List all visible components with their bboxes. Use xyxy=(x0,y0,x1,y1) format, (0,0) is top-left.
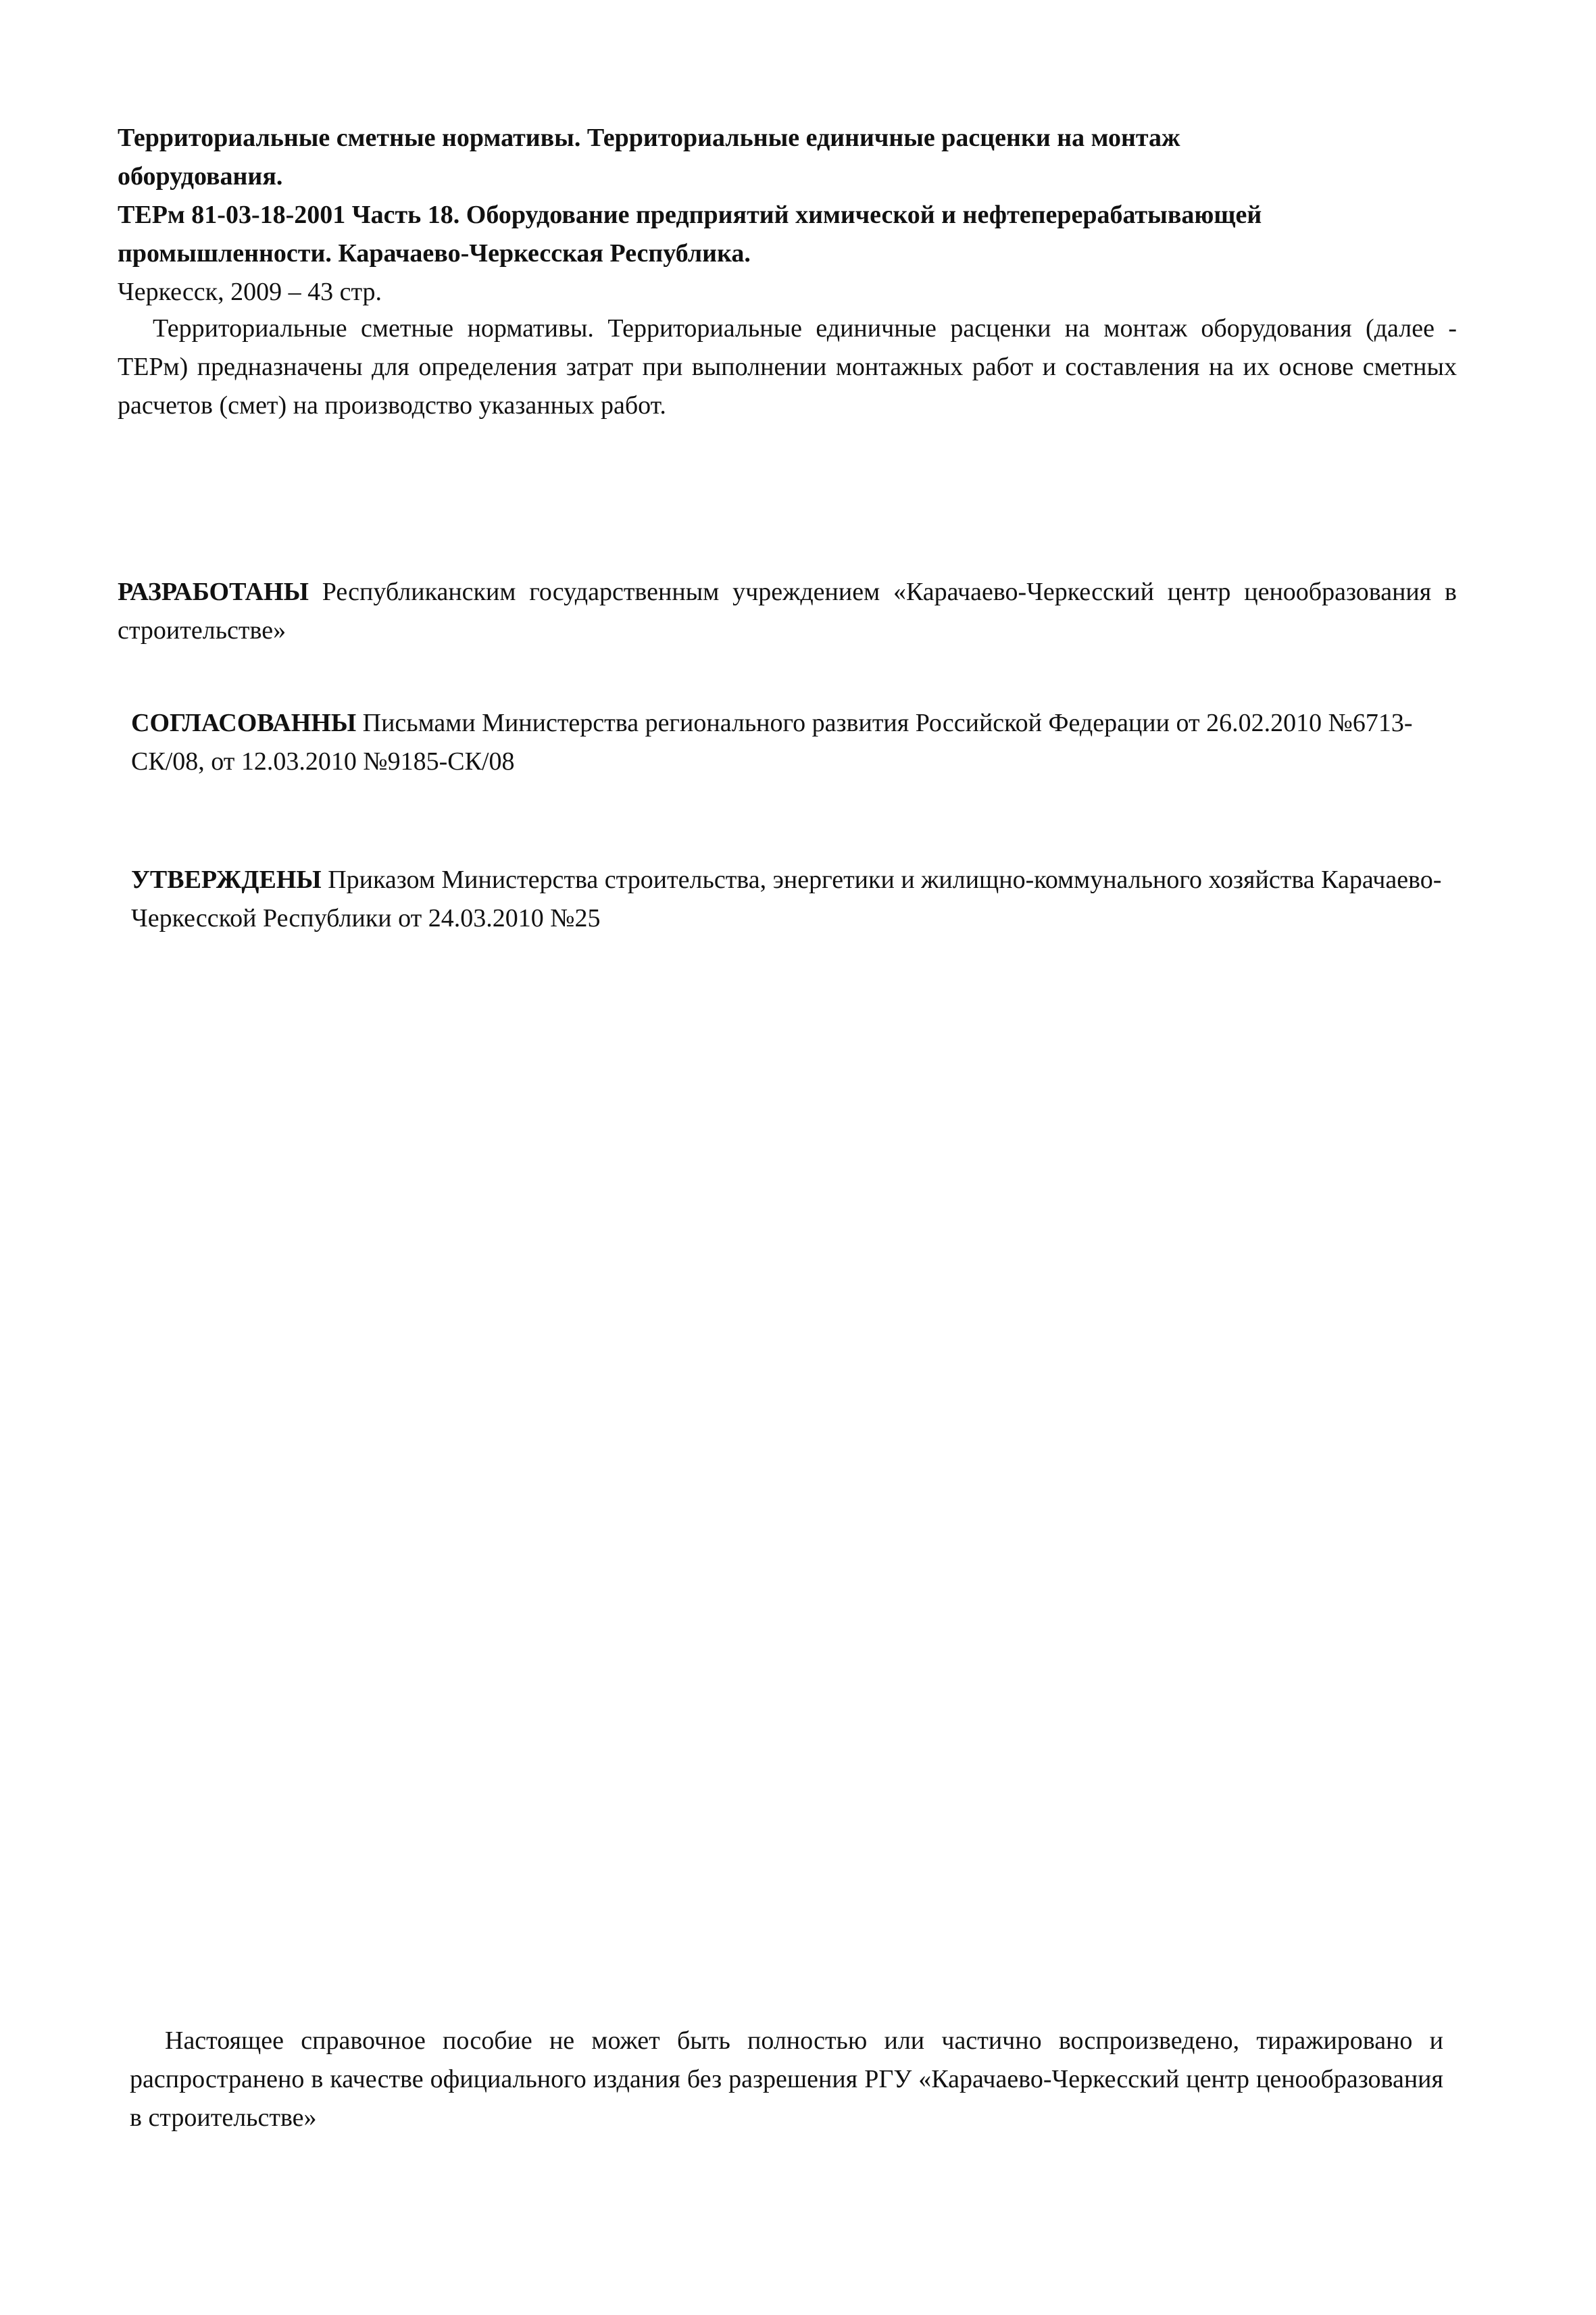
header-title-line-1: Территориальные сметные нормативы. Территориальные единичные расценки на монтаж xyxy=(118,124,1180,152)
approved-text: Приказом Министерства строительства, энергетики и жилищно-коммунального хозяйства Карачаево-Черкесской Республики от 24.03.2010 №25 xyxy=(131,866,1442,932)
intro-paragraph: Территориальные сметные нормативы. Территориальные единичные расценки на монтаж оборудования (далее - ТЕРм) предназначены для определения затрат при выполнении монтажных работ и составления на их основе сметных расчетов (смет) на производство указанных работ. xyxy=(118,314,1457,420)
developed-text: Республиканским государственным учреждением «Карачаево-Черкесский центр ценообразования в строительстве» xyxy=(118,578,1457,645)
copyright-notice: Настоящее справочное пособие не может быть полностью или частично воспроизведено, тиражировано и распространено в качестве официального издания без разрешения РГУ «Карачаево-Черкесский центр ценообразования в строительстве» xyxy=(130,2026,1443,2132)
developed-label: РАЗРАБОТАНЫ xyxy=(118,578,309,606)
agreed-text: Письмами Министерства регионального развития Российской Федерации от 26.02.2010 №6713-СК/08, от 12.03.2010 №9185-СК/08 xyxy=(131,709,1413,776)
agreed-section xyxy=(131,704,1455,781)
header-city-line: Черкесск, 2009 – 43 стр. xyxy=(118,278,382,306)
approved-section xyxy=(131,861,1455,938)
header-title-line-4: промышленности. Карачаево-Черкесская Республика. xyxy=(118,239,751,268)
agreed-label: СОГЛАСОВАННЫ xyxy=(131,709,357,737)
header-title-line-2: оборудования. xyxy=(118,162,283,191)
document-header xyxy=(118,119,1469,312)
developed-section xyxy=(118,573,1457,650)
approved-label: УТВЕРЖДЕНЫ xyxy=(131,866,322,894)
header-title-line-3: ТЕРм 81-03-18-2001 Часть 18. Оборудование предприятий химической и нефтеперерабатывающей xyxy=(118,201,1262,229)
